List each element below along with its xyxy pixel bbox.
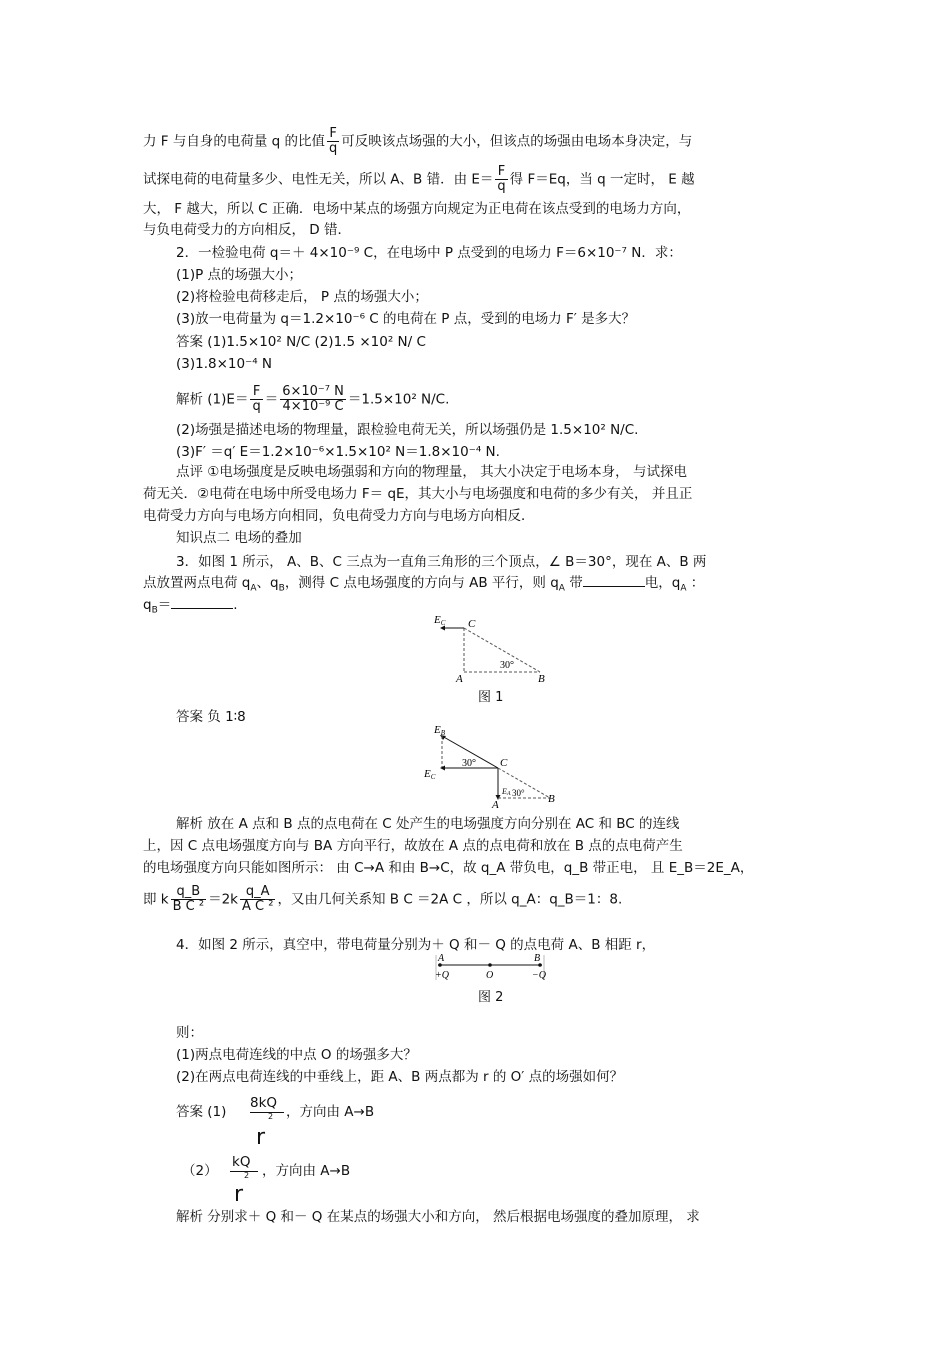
numerator: F <box>250 385 262 400</box>
text-segment: ＝ <box>264 391 279 408</box>
text-segment: 得 F＝Eq，当 q 一定时， E 越 <box>509 171 695 188</box>
text-segment: 可反映该点场强的大小，但该点的场强由电场本身决定，与 <box>341 133 693 150</box>
q4-answer-1-r: r <box>256 1125 266 1150</box>
label-angle: 30° <box>462 758 476 769</box>
text-segment: 试探电荷的电荷量多少、电性无关，所以 A、B 错．由 E＝ <box>143 171 494 188</box>
text-segment: q <box>143 597 152 613</box>
fraction-qb-over-bc2 <box>171 885 206 914</box>
label-b: B <box>548 793 555 805</box>
q4-answer-2-numerator: kQ <box>232 1154 251 1170</box>
text-segment: ，测得 C 点电场强度的方向与 AB 平行，则 q <box>284 575 559 591</box>
q4-answer-1-direction: ，方向由 A→B <box>286 1104 375 1120</box>
numerator: F <box>495 165 507 180</box>
denominator: A C ² <box>242 899 274 914</box>
figure-2-charges <box>430 950 550 982</box>
figure-1-triangle <box>430 610 555 685</box>
numerator: q_B <box>171 885 206 900</box>
answer-blank-2[interactable] <box>171 596 233 609</box>
subscript: A <box>558 583 565 594</box>
q3-stem-1: 3．如图 1 所示， A、B、C 三点为一直角三角形的三个顶点，∠ B＝30°，现在 A、B 两 <box>176 554 707 570</box>
q4-answer-2-label: （2） <box>182 1163 218 1179</box>
q4-answer-1-numerator: 8kQ <box>250 1095 278 1111</box>
figure-2-caption: 图 2 <box>478 990 504 1005</box>
text-segment: ＝1.5×10² N/C. <box>347 391 450 408</box>
text-segment: ： <box>686 575 705 591</box>
text-segment: 带 <box>564 575 583 591</box>
q4-answer-1-line <box>250 1112 284 1113</box>
text-segment: 点放置两点电荷 q <box>143 575 251 591</box>
text-line-2 <box>143 165 695 194</box>
text-segment: ＝ <box>157 597 172 613</box>
denominator: 4×10⁻⁹ C <box>282 399 344 414</box>
section-heading: 知识点二 电场的叠加 <box>176 530 302 546</box>
label-a: A <box>492 799 499 810</box>
q4-part-2: (2)在两点电荷连线的中垂线上，距 A、B 两点都为 r 的 O′ 点的场强如何？ <box>176 1069 624 1085</box>
figure-solution-vectors <box>420 722 565 810</box>
label-eb: EB <box>434 724 446 737</box>
q4-solution: 解析 分别求＋ Q 和－ Q 在某点的场强大小和方向， 然后根据电场强度的叠加原理， 求 <box>176 1209 700 1225</box>
q2-comment-3: 电荷受力方向与电场方向相同，负电荷受力方向与电场方向相反． <box>143 508 535 524</box>
q4-answer-label: 答案 (1) <box>176 1104 227 1120</box>
label-a: A <box>456 673 463 685</box>
text-segment: ＝2k <box>208 891 239 908</box>
numerator: q_A <box>240 885 275 900</box>
fraction-f-over-q <box>495 165 507 194</box>
label-angle: 30° <box>500 660 514 671</box>
q3-solution-1: 解析 放在 A 点和 B 点的点电荷在 C 处产生的电场强度方向分别在 AC 和 BC 的连线 <box>176 816 680 832</box>
label-ec: EC <box>434 614 446 627</box>
q2-part-3: (3)放一电荷量为 q＝1.2×10⁻⁶ C 的电荷在 P 点，受到的电场力 F′ 是多大？ <box>176 311 636 327</box>
text-segment: 解析 (1)E＝ <box>176 391 249 408</box>
denominator: q <box>252 399 261 414</box>
q3-solution-2: 上，因 C 点电场强度方向与 BA 方向平行，故放在 A 点的点电荷和放在 B 点的点电荷产生 <box>143 838 683 854</box>
q4-answer-2-direction: ，方向由 A→B <box>262 1163 351 1179</box>
label-b: B <box>538 673 545 685</box>
fraction-qa-over-ac2 <box>240 885 275 914</box>
q4-answer-2-r: r <box>234 1182 244 1207</box>
label-a: A <box>438 953 445 964</box>
midpoint-o-dot <box>488 963 492 967</box>
q3-solution-3: 的电场强度方向只能如图所示： 由 C→A 和由 B→C，故 q_A 带负电，q_B 带正电， 且 E_B＝2E_A， <box>143 860 754 876</box>
label-ec: EC <box>424 768 436 781</box>
q2-comment-2: 荷无关．②电荷在电场中所受电场力 F＝ qE，其大小与电场强度和电荷的多少有关， 并且正 <box>143 486 693 502</box>
text-segment: 电，q <box>644 575 681 591</box>
q2-answer-2: (3)1.8×10⁻⁴ N <box>176 356 273 372</box>
label-c: C <box>468 618 476 630</box>
text-segment: 、q <box>256 575 279 591</box>
q2-solution-2: (2)场强是描述电场的物理量，跟检验电荷无关，所以场强仍是 1.5×10² N/C. <box>176 422 639 438</box>
q3-solution-4 <box>143 885 622 914</box>
numerator: F <box>327 127 339 142</box>
q2-solution-3: (3)F′ ＝q′ E＝1.2×10⁻⁶×1.5×10² N＝1.8×10⁻⁴ N. <box>176 444 500 460</box>
fraction-f-over-q <box>327 127 339 156</box>
text-segment: ，又由几何关系知 B C ＝2A C ，所以 q_A：q_B＝1：8. <box>277 891 623 908</box>
q2-solution-1 <box>176 385 449 414</box>
q4-answer-2-sup: 2 <box>244 1171 250 1180</box>
text-segment: 力 F 与自身的电荷量 q 的比值 <box>143 133 325 150</box>
denominator: q <box>329 141 338 156</box>
figure-1-caption: 图 1 <box>478 690 504 705</box>
text-line-1 <box>143 127 692 156</box>
fraction-f-over-q <box>250 385 262 414</box>
q3-stem-2 <box>143 574 704 598</box>
subscript: B <box>278 583 285 594</box>
label-angle: 30° <box>512 788 525 798</box>
subscript: A <box>680 583 687 594</box>
numerator: 6×10⁻⁷ N <box>282 384 344 399</box>
label-ea: EA <box>502 787 511 797</box>
subscript: A <box>250 583 257 594</box>
q4-answer-1-sup: 2 <box>268 1112 274 1121</box>
text-line-4: 与负电荷受力的方向相反， D 错． <box>143 222 351 238</box>
q4-then: 则： <box>176 1025 203 1041</box>
label-b: B <box>534 953 541 964</box>
q4-stem: 4．如图 2 所示，真空中，带电荷量分别为＋ Q 和－ Q 的点电荷 A、B 相距 r， <box>176 937 656 953</box>
q3-stem-3: $q_B=$ . <box>143 597 238 616</box>
answer-blank-1[interactable] <box>583 574 645 587</box>
q2-part-2: (2)将检验电荷移走后， P 点的场强大小； <box>176 289 428 305</box>
label-minus-q: −Q <box>532 970 546 981</box>
label-o: O <box>486 970 494 981</box>
q2-part-1: (1)P 点的场强大小； <box>176 267 303 283</box>
q2-answer-1: 答案 (1)1.5×10² N/C (2)1.5 ×10² N/ C <box>176 334 426 350</box>
fraction-values <box>280 385 346 414</box>
label-c: C <box>500 757 508 769</box>
text-segment: 即 k <box>143 891 169 908</box>
denominator: B C ² <box>172 899 205 914</box>
denominator: q <box>497 179 506 194</box>
text-line-3: 大， F 越大，所以 C 正确．电场中某点的场强方向规定为正电荷在该点受到的电场力方向， <box>143 201 691 217</box>
q2-stem: 2．一检验电荷 q＝＋ 4×10⁻⁹ C，在电场中 P 点受到的电场力 F＝6×10⁻⁷ N．求： <box>176 245 682 261</box>
q4-part-1: (1)两点电荷连线的中点 O 的场强多大？ <box>176 1047 417 1063</box>
q3-answer: 答案 负 1∶8 <box>176 709 246 725</box>
label-plus-q: +Q <box>435 970 449 981</box>
q2-comment-1: 点评 ①电场强度是反映电场强弱和方向的物理量， 其大小决定于电场本身， 与试探电 <box>176 464 687 480</box>
subscript: B <box>151 605 158 616</box>
